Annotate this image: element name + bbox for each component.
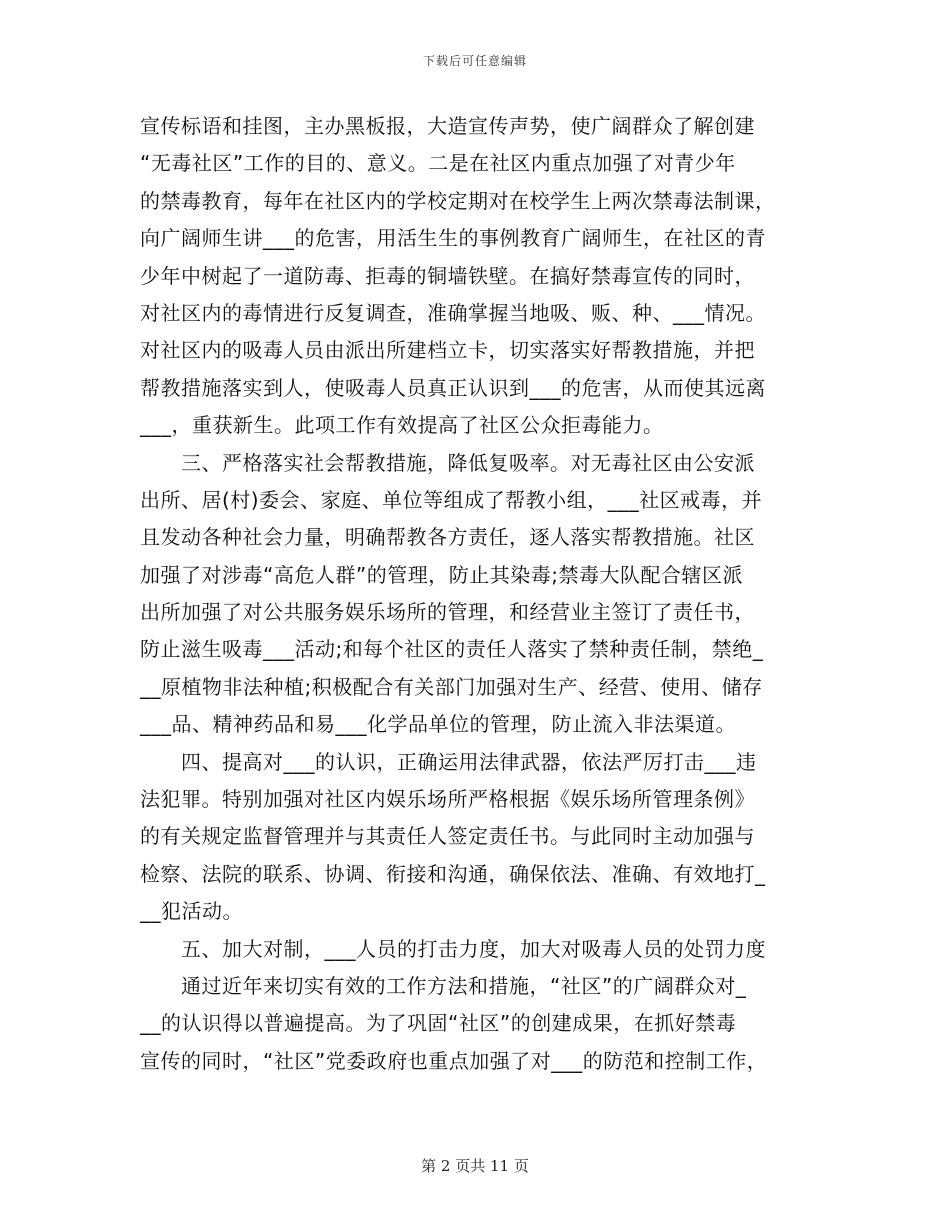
- body-line: 向广阔师生讲___的危害，用活生生的事例教育广阔师生，在社区的青: [140, 226, 766, 251]
- body-line: __犯活动。: [140, 899, 243, 924]
- body-line: 对社区内的吸毒人员由派出所建档立卡，切实落实好帮教措施，并把: [140, 338, 755, 363]
- document-body: [140, 108, 810, 1080]
- body-line: “无毒社区”工作的目的、意义。二是在社区内重点加强了对青少年: [140, 151, 736, 176]
- body-line: __的认识得以普遍提高。为了巩固“社区”的创建成果，在抓好禁毒: [140, 1011, 737, 1036]
- body-line: 且发动各种社会力量，明确帮教各方责任，逐人落实帮教措施。社区: [140, 525, 755, 550]
- body-line: 防止滋生吸毒___活动;和每个社区的责任人落实了禁种责任制，禁绝_: [140, 637, 764, 662]
- body-line: 帮教措施落实到人，使吸毒人员真正认识到___的危害，从而使其远离: [140, 375, 766, 400]
- body-line: 出所、居(村)委会、家庭、单位等组成了帮教小组，___社区戒毒，并: [140, 487, 763, 512]
- body-line: 出所加强了对公共服务娱乐场所的管理，和经营业主签订了责任书，: [140, 600, 755, 625]
- body-line: 通过近年来切实有效的工作方法和措施，“社区”的广阔群众对_: [140, 973, 747, 998]
- body-line: 法犯罪。特别加强对社区内娱乐场所严格根据《娱乐场所管理条例》: [140, 787, 755, 812]
- body-line: ___品、精神药品和易___化学品单位的管理，防止流入非法渠道。: [140, 712, 736, 737]
- body-line: 宣传的同时，“社区”党委政府也重点加强了对___的防范和控制工作，: [140, 1048, 768, 1073]
- page-header: 下载后可任意编辑: [422, 54, 527, 68]
- body-line: 三、严格落实社会帮教措施，降低复吸率。对无毒社区由公安派: [140, 450, 755, 475]
- body-line: 的有关规定监督管理并与其责任人签定责任书。与此同时主动加强与: [140, 824, 755, 849]
- body-line: 加强了对涉毒“高危人群”的管理，防止其染毒;禁毒大队配合辖区派: [140, 562, 743, 587]
- page-footer: 第 2 页共 11 页: [421, 1157, 529, 1175]
- body-line: 五、加大对制，___人员的打击力度，加大对吸毒人员的处罚力度: [140, 936, 766, 961]
- body-line: 四、提高对___的认识，正确运用法律武器，依法严厉打击___违: [140, 749, 757, 774]
- body-line: 的禁毒教育，每年在社区内的学校定期对在校学生上两次禁毒法制课，: [140, 188, 776, 213]
- body-line: 检察、法院的联系、协调、衔接和沟通，确保依法、准确、有效地打_: [140, 861, 766, 886]
- body-line: 宣传标语和挂图，主办黑板报，大造宣传声势，使广阔群众了解创建: [140, 114, 755, 138]
- body-line: 少年中树起了一道防毒、拒毒的铜墙铁壁。在搞好禁毒宣传的同时，: [140, 263, 755, 288]
- body-line: ___，重获新生。此项工作有效提高了社区公众拒毒能力。: [140, 413, 664, 438]
- body-line: __原植物非法种植;积极配合有关部门加强对生产、经营、使用、储存: [140, 674, 763, 699]
- body-line: 对社区内的毒情进行反复调查，准确掌握当地吸、贩、种、___情况。: [140, 300, 766, 325]
